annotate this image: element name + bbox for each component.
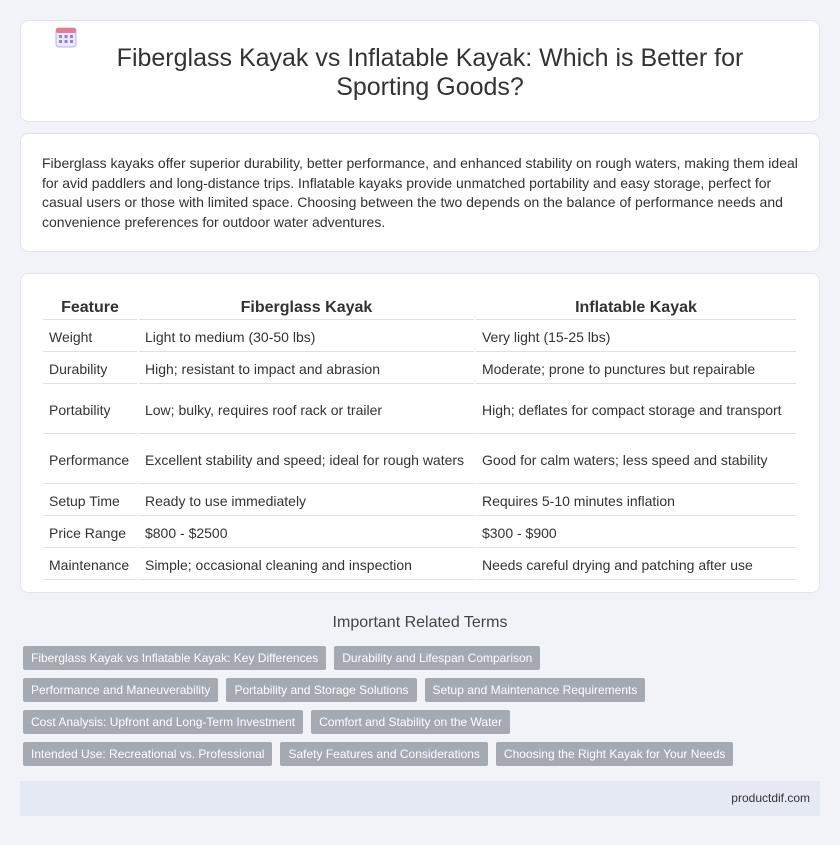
header-fiberglass: Fiberglass Kayak <box>139 296 474 320</box>
comparison-table-card <box>20 273 820 593</box>
related-term-tag[interactable]: Portability and Storage Solutions <box>226 678 416 702</box>
related-term-tag[interactable]: Safety Features and Considerations <box>280 742 487 766</box>
table-row <box>43 550 796 580</box>
related-term-tag[interactable]: Intended Use: Recreational vs. Professional <box>23 742 272 766</box>
related-term-tag[interactable]: Fiberglass Kayak vs Inflatable Kayak: Key Differences <box>23 646 326 670</box>
feature-cell: Price Range <box>43 518 137 548</box>
related-term-tag[interactable]: Choosing the Right Kayak for Your Needs <box>496 742 733 766</box>
fiberglass-cell: High; resistant to impact and abrasion <box>139 354 474 384</box>
feature-cell: Maintenance <box>43 550 137 580</box>
inflatable-cell: Good for calm waters; less speed and stability <box>476 436 796 484</box>
table-header-row <box>43 296 796 320</box>
inflatable-cell: Very light (15-25 lbs) <box>476 322 796 352</box>
table-row <box>43 322 796 352</box>
header-feature: Feature <box>43 296 137 320</box>
table-row <box>43 354 796 384</box>
related-terms-title: Important Related Terms <box>332 614 508 631</box>
inflatable-cell: Needs careful drying and patching after use <box>476 550 796 580</box>
footer-site-name: productdif.com <box>731 791 810 805</box>
feature-cell: Setup Time <box>43 486 137 516</box>
fiberglass-cell: $800 - $2500 <box>139 518 474 548</box>
footer <box>20 781 820 816</box>
related-term-tag[interactable]: Comfort and Stability on the Water <box>311 710 510 734</box>
related-term-tag[interactable]: Durability and Lifespan Comparison <box>334 646 540 670</box>
feature-cell: Weight <box>43 322 137 352</box>
table-row <box>43 486 796 516</box>
inflatable-cell: Requires 5-10 minutes inflation <box>476 486 796 516</box>
table-row <box>43 386 796 434</box>
table-row <box>43 436 796 484</box>
fiberglass-cell: Simple; occasional cleaning and inspection <box>139 550 474 580</box>
fiberglass-cell: Ready to use immediately <box>139 486 474 516</box>
intro-card <box>20 133 820 252</box>
table-row <box>43 518 796 548</box>
header-inflatable: Inflatable Kayak <box>476 296 796 320</box>
inflatable-cell: Moderate; prone to punctures but repairable <box>476 354 796 384</box>
header-card <box>20 20 820 122</box>
page-title: Fiberglass Kayak vs Inflatable Kayak: Which is Better for Sporting Goods? <box>116 44 744 101</box>
comparison-table <box>41 294 798 582</box>
related-term-tag[interactable]: Cost Analysis: Upfront and Long-Term Investment <box>23 710 303 734</box>
related-terms-list <box>23 646 743 766</box>
intro-text: Fiberglass kayaks offer superior durability, better performance, and enhanced stability on rough waters, making them ideal for avid paddlers and long-distance trips. Inflatable kayaks provide unmatched portability and easy storage, perfect for casual users or those with limited space. Choosing between the two depends on the balance of performance needs and convenience preferences for outdoor water adventures. <box>42 155 798 230</box>
fiberglass-cell: Light to medium (30-50 lbs) <box>139 322 474 352</box>
inflatable-cell: $300 - $900 <box>476 518 796 548</box>
inflatable-cell: High; deflates for compact storage and transport <box>476 386 796 434</box>
fiberglass-cell: Excellent stability and speed; ideal for rough waters <box>139 436 474 484</box>
feature-cell: Performance <box>43 436 137 484</box>
feature-cell: Durability <box>43 354 137 384</box>
related-term-tag[interactable]: Performance and Maneuverability <box>23 678 218 702</box>
fiberglass-cell: Low; bulky, requires roof rack or trailer <box>139 386 474 434</box>
feature-cell: Portability <box>43 386 137 434</box>
related-term-tag[interactable]: Setup and Maintenance Requirements <box>425 678 646 702</box>
